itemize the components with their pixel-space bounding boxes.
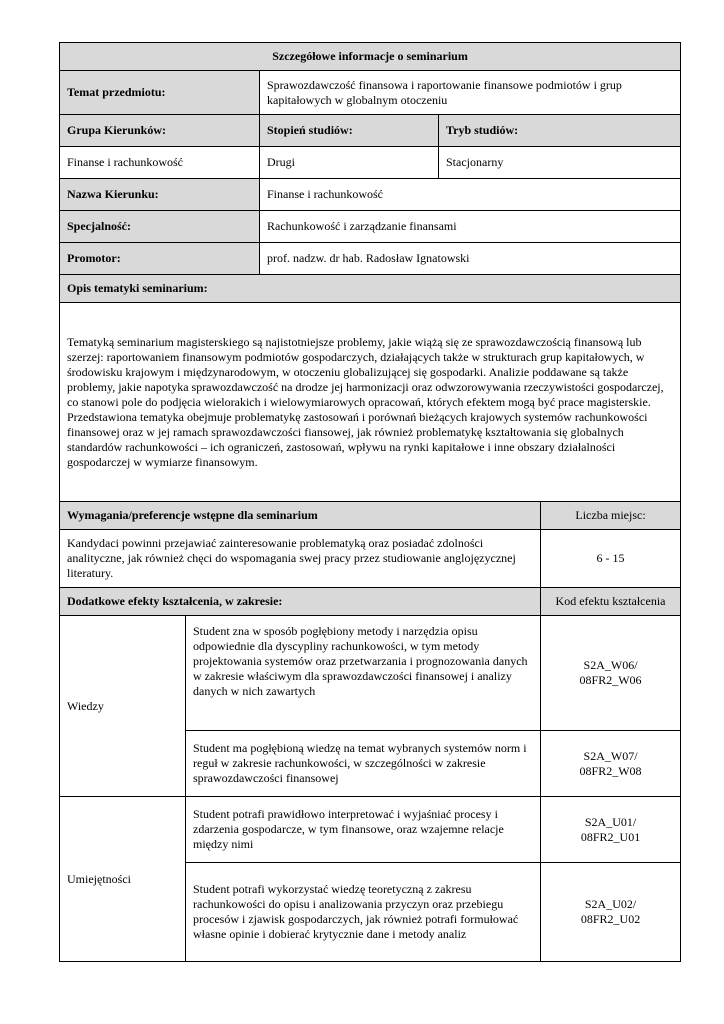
effect-code — [541, 616, 681, 731]
effect-text: Student potrafi wykorzystać wiedzę teoretyczną z zakresu rachunkowości do opisu i analizowania przyczyn oraz przebiegu procesów i zjawisk gospodarczych, jak również potrafi formułować własne opinie i dobierać krytycznie dane i metody analiz — [186, 863, 541, 962]
group-umiejetnosci: Umiejętności — [60, 797, 186, 962]
effect-code-line: 08FR2_U02 — [580, 912, 641, 926]
promotor-label: Promotor: — [60, 243, 260, 275]
tryb-label: Tryb studiów: — [439, 115, 681, 147]
effect-code-line: S2A_W07/ — [583, 748, 638, 763]
tryb-value: Stacjonarny — [439, 147, 681, 179]
nazwa-value: Finanse i rachunkowość — [260, 179, 681, 211]
seminar-info-table — [59, 42, 681, 962]
stopien-value: Drugi — [260, 147, 439, 179]
specjalnosc-value: Rachunkowość i zarządzanie finansami — [260, 211, 681, 243]
opis-label: Opis tematyki seminarium: — [60, 275, 681, 303]
wymagania-text: Kandydaci powinni przejawiać zainteresowanie problematyką oraz posiadać zdolności analityczne, jak również chęci do wspomagania swej pracy przez studiowanie anglojęzycznej literatury. — [60, 530, 541, 588]
effect-code — [541, 797, 681, 863]
liczba-miejsc-value: 6 - 15 — [541, 530, 681, 588]
form-title: Szczegółowe informacje o seminarium — [60, 43, 681, 71]
effect-code-line: 08FR2_W06 — [579, 673, 642, 687]
grupa-label: Grupa Kierunków: — [60, 115, 260, 147]
group-wiedzy: Wiedzy — [60, 616, 186, 797]
temat-label: Temat przedmiotu: — [60, 71, 260, 115]
specjalnosc-label: Specjalność: — [60, 211, 260, 243]
wymagania-label: Wymagania/preferencje wstępne dla seminarium — [60, 502, 541, 530]
effect-text: Student zna w sposób pogłębiony metody i narzędzia opisu odpowiednie dla dyscypliny rachunkowości, w tym metody projektowania systemów oraz przetwarzania i prognozowania danych w zakresie właściwym dla sprawozdawczości finansowej i analizy danych w nich zawartych — [186, 616, 541, 731]
grupa-value: Finanse i rachunkowość — [60, 147, 260, 179]
temat-value: Sprawozdawczość finansowa i raportowanie finansowe podmiotów i grup kapitałowych w globalnym otoczeniu — [260, 71, 681, 115]
effect-code — [541, 863, 681, 962]
liczba-miejsc-label: Liczba miejsc: — [541, 502, 681, 530]
nazwa-label: Nazwa Kierunku: — [60, 179, 260, 211]
kod-efektu-label: Kod efektu kształcenia — [541, 588, 681, 616]
promotor-value: prof. nadzw. dr hab. Radosław Ignatowski — [260, 243, 681, 275]
effect-code-line: 08FR2_W08 — [579, 763, 642, 778]
effect-code-line: S2A_U01/ — [584, 814, 637, 829]
effect-code-line: 08FR2_U01 — [580, 829, 641, 844]
effect-code-line: S2A_U02/ — [584, 897, 637, 911]
effect-text: Student potrafi prawidłowo interpretować i wyjaśniać procesy i zdarzenia gospodarcze, w tym finansowe, oraz wzajemne relacje między nimi — [186, 797, 541, 863]
opis-text: Tematyką seminarium magisterskiego są najistotniejsze problemy, jakie wiążą się ze sprawozdawczością finansową lub szerzej: raportowaniem finansowym podmiotów gospodarczych, działających także w strukturach grup kapitałowych, w środowisku krajowym i międzynarodowym, w otoczeniu globalizującej się gospodarki. Analizie poddawane są także problemy, jakie napotyka sprawozdawczość na drodze jej harmonizacji oraz odwzorowywania rzeczywistości gospodarczej, co stanowi pole do podjęcia wielorakich i wielowymiarowych opracowań, których efektem mogą być prace magisterskie. Przedstawiona tematyka obejmuje problematykę zastosowań i porównań bieżących krajowych systemów rachunkowości finansowej oraz w jej ramach sprawozdawczości fiansowej, jak również problematykę kształtowania się globalnych standardów rachunkowości – ich ograniczeń, zastosowań, wpływu na rynki kapitałowe i inne obszary działalności gospodarczej w wymiarze finansowym. — [60, 303, 681, 502]
effect-text: Student ma pogłębioną wiedzę na temat wybranych systemów norm i reguł w zakresie rachunkowości, w szczególności w zakresie sprawozdawczości finansowej — [186, 731, 541, 797]
stopien-label: Stopień studiów: — [260, 115, 439, 147]
effect-code-line: S2A_W06/ — [583, 658, 638, 672]
effect-code — [541, 731, 681, 797]
efekty-label: Dodatkowe efekty kształcenia, w zakresie: — [60, 588, 541, 616]
